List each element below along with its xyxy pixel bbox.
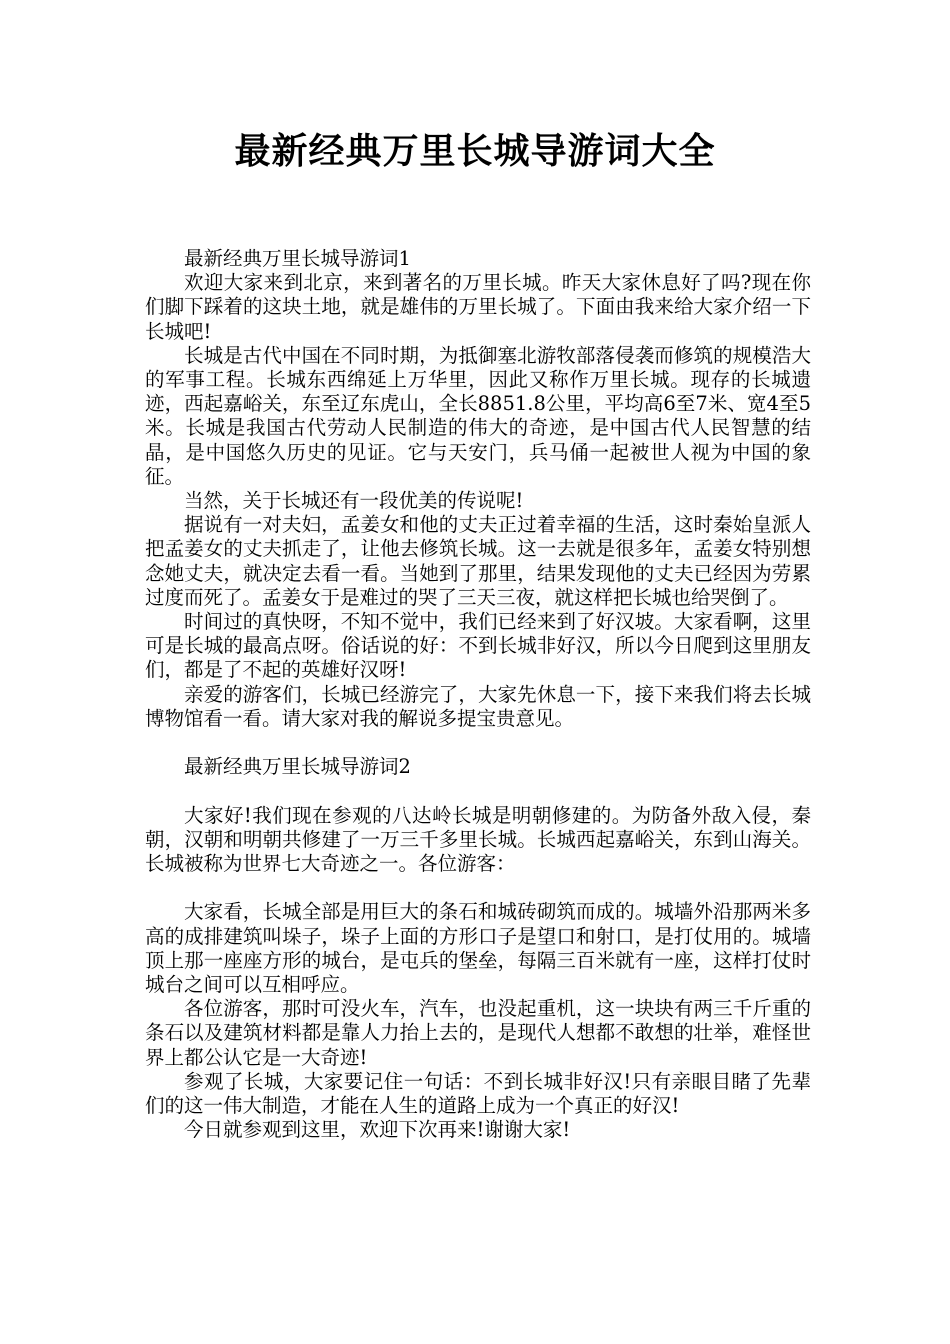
paragraph: 据说有一对夫妇，孟姜女和他的丈夫正过着幸福的生活，这时秦始皇派人把孟姜女的丈夫抓走了，让他去修筑长城。这一去就是很多年，孟姜女特别想念她丈夫，就决定去看一看。当她到了那里，结果发现他的丈夫已经因为劳累过度而死了。孟姜女于是难过的哭了三天三夜，就这样把长城也给哭倒了。 — [145, 513, 811, 609]
paragraph: 大家好!我们现在参观的八达岭长城是明朝修建的。为防备外敌入侵，秦朝，汉朝和明朝共修建了一万三千多里长城。长城西起嘉峪关，东到山海关。长城被称为世界七大奇迹之一。各位游客： — [145, 803, 811, 876]
document-body — [145, 247, 811, 1142]
section-2-paragraphs-a — [145, 804, 811, 877]
paragraph: 时间过的真快呀，不知不觉中，我们已经来到了好汉坡。大家看啊，这里可是长城的最高点呀。俗话说的好：不到长城非好汉，所以今日爬到这里朋友们，都是了不起的英雄好汉呀! — [145, 610, 811, 682]
section-heading: 最新经典万里长城导游词2 — [184, 755, 411, 779]
spacer — [145, 779, 811, 803]
paragraph: 大家看，长城全部是用巨大的条石和城砖砌筑而成的。城墙外沿那两米多高的成排建筑叫垛子，垛子上面的方形口子是望口和射口，是打仗用的。城墙顶上那一座座方形的城台，是屯兵的堡垒，每隔三百米就有一座，这样打仗时城台之间可以互相呼应。 — [145, 900, 811, 997]
document-title: 最新经典万里长城导游词大全 — [234, 131, 716, 172]
spacer — [145, 876, 811, 900]
section-2-paragraphs-b — [145, 900, 811, 1142]
section-1-paragraphs — [145, 271, 811, 731]
paragraph: 长城是古代中国在不同时期，为抵御塞北游牧部落侵袭而修筑的规模浩大的军事工程。长城东西绵延上万华里，因此又称作万里长城。现存的长城遗迹，西起嘉峪关，东至辽东虎山，全长8851.8公里，平均高6至7米、宽4至5米。长城是我国古代劳动人民制造的伟大的奇迹，是中国古代人民智慧的结晶，是中国悠久历史的见证。它与天安门，兵马俑一起被世人视为中国的象征。 — [145, 343, 811, 488]
paragraph: 今日就参观到这里，欢迎下次再来!谢谢大家! — [184, 1118, 571, 1142]
section-heading: 最新经典万里长城导游词1 — [184, 247, 411, 270]
paragraph: 欢迎大家来到北京，来到著名的万里长城。昨天大家休息好了吗?现在你们脚下踩着的这块土地，就是雄伟的万里长城了。下面由我来给大家介绍一下长城吧! — [145, 271, 811, 343]
paragraph: 各位游客，那时可没火车，汽车，也没起重机，这一块块有两三千斤重的条石以及建筑材料都是靠人力抬上去的，是现代人想都不敢想的壮举，难怪世界上都公认它是一大奇迹! — [145, 997, 811, 1069]
paragraph: 当然，关于长城还有一段优美的传说呢! — [184, 489, 524, 513]
paragraph: 参观了长城，大家要记住一句话：不到长城非好汉!只有亲眼目睹了先辈们的这一伟大制造，才能在人生的道路上成为一个真正的好汉! — [145, 1069, 811, 1118]
paragraph: 亲爱的游客们，长城已经游完了，大家先休息一下，接下来我们将去长城博物馆看一看。请大家对我的解说多提宝贵意见。 — [145, 682, 811, 730]
spacer — [145, 731, 811, 755]
